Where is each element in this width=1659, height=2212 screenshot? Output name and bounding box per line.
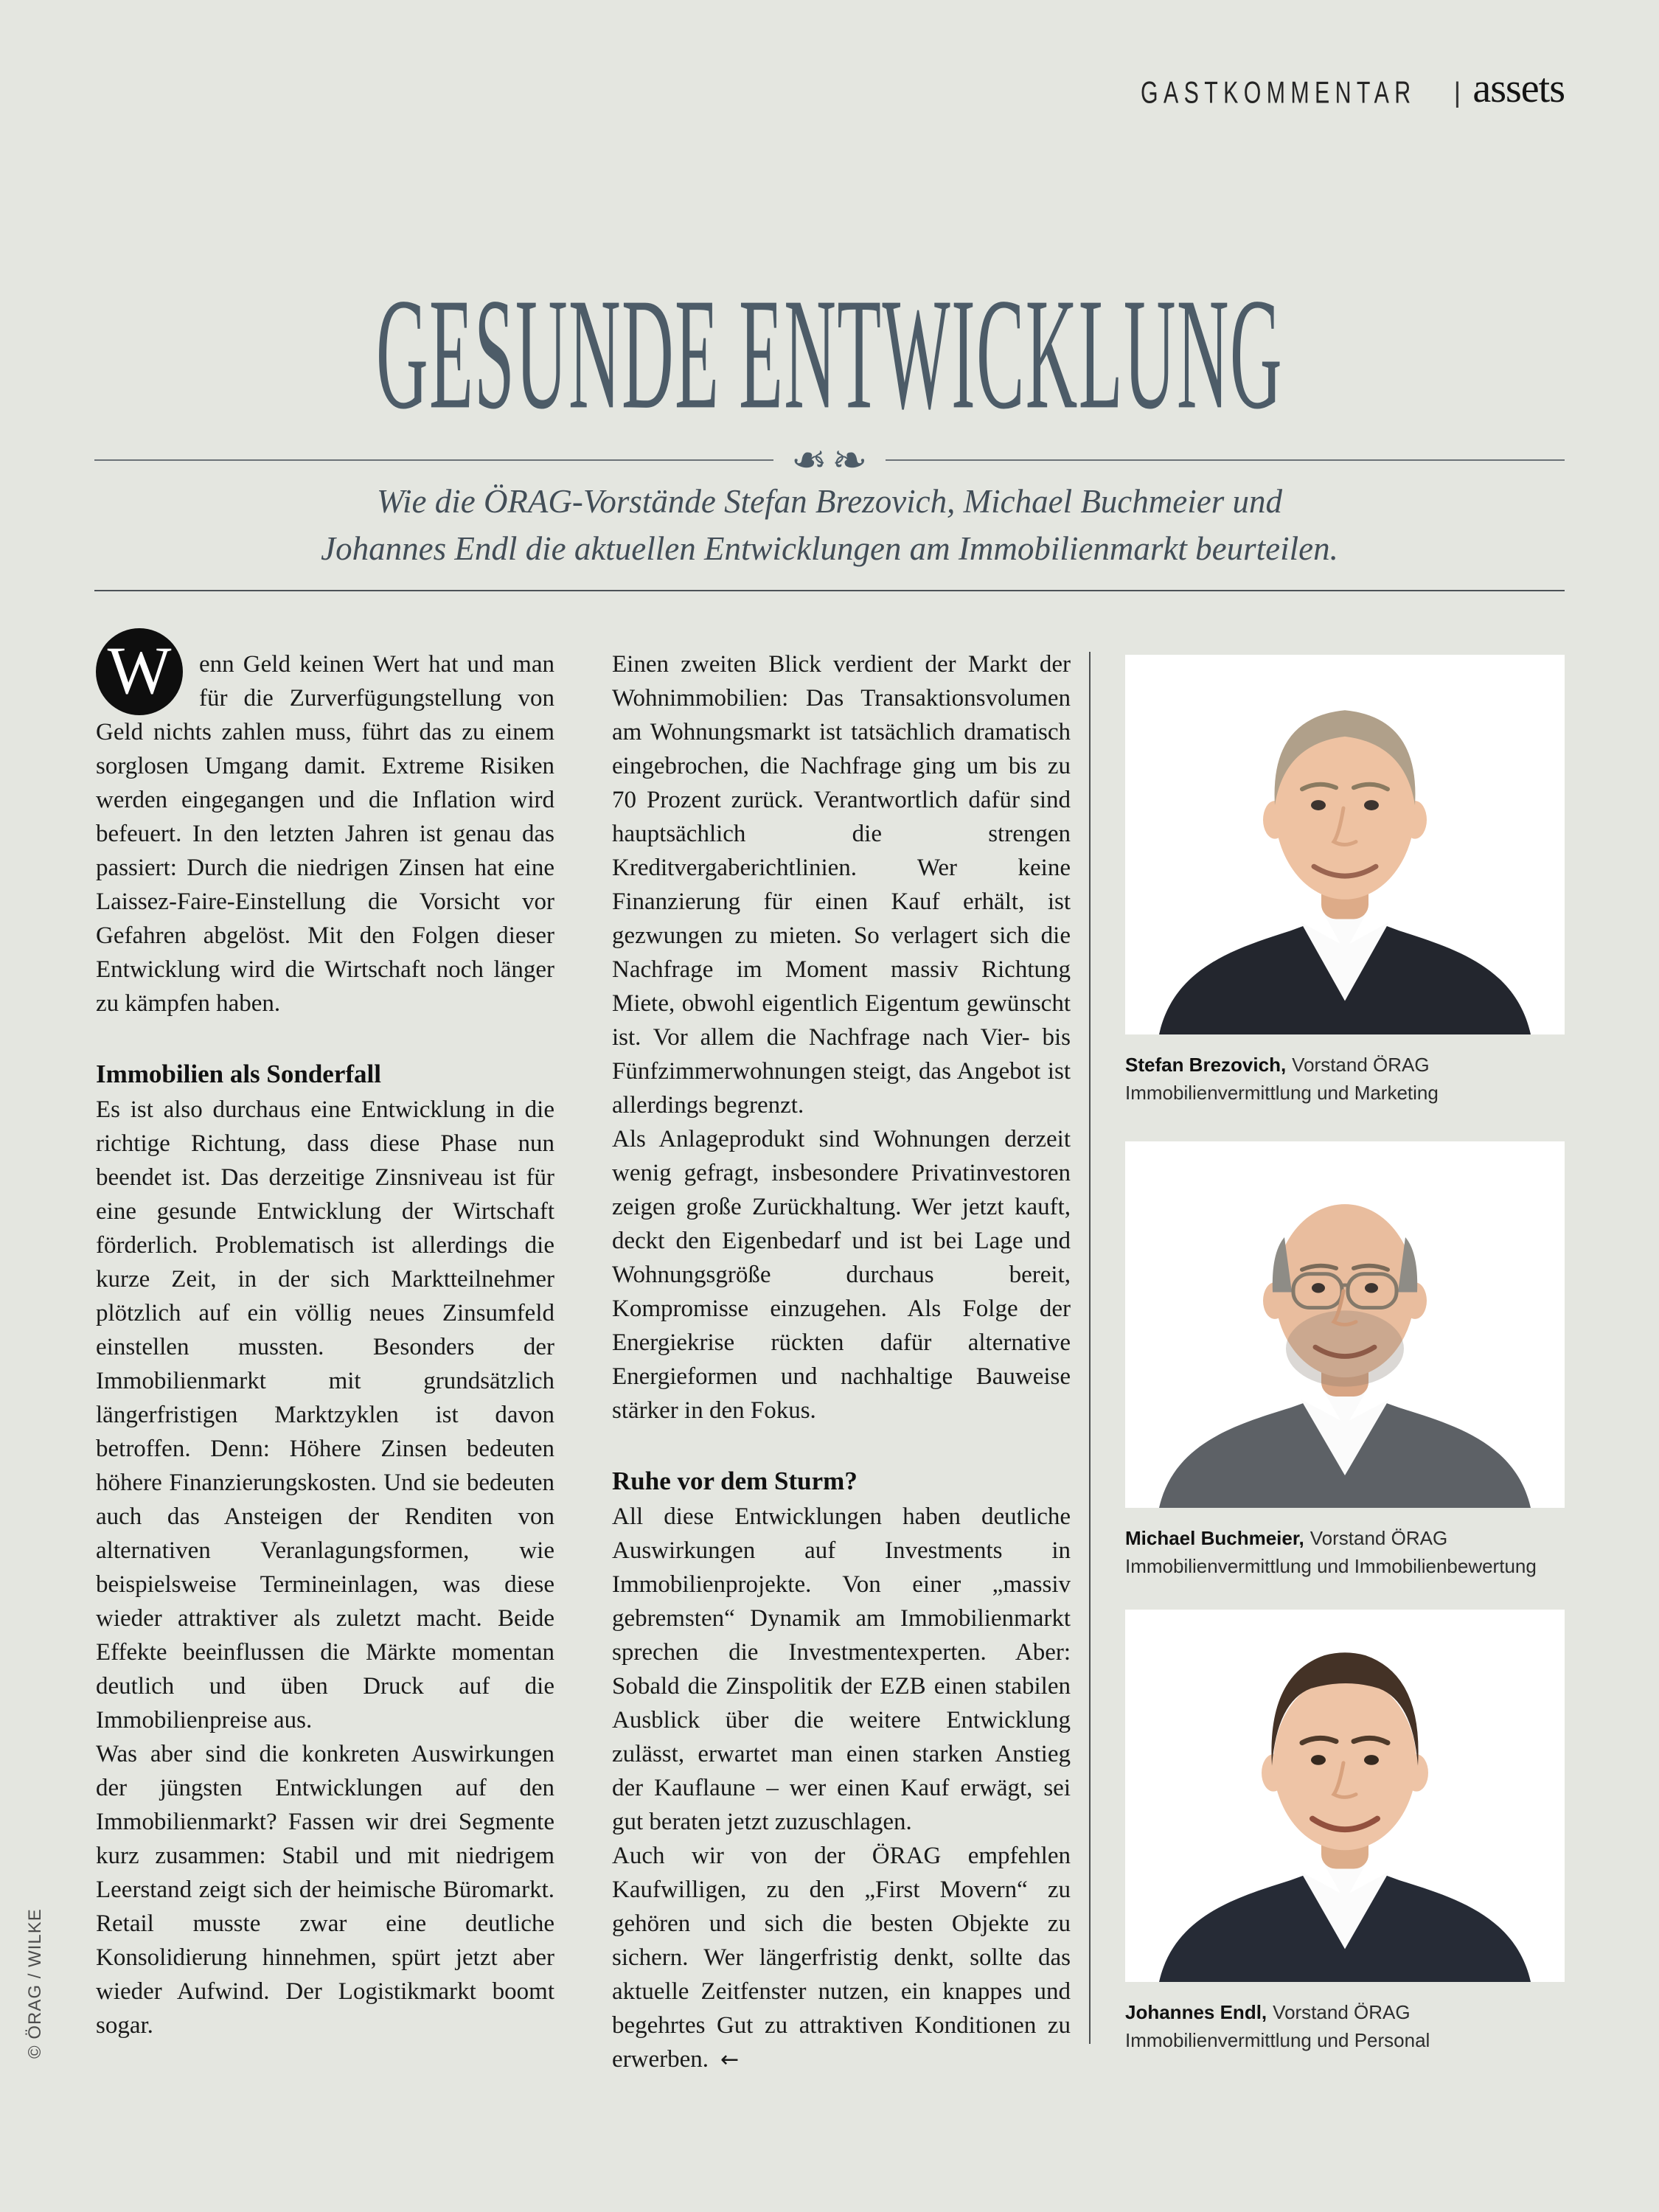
person-role: Vorstand ÖRAG (1292, 1054, 1430, 1076)
paragraph: Auch wir von der ÖRAG empfehlen Kaufwilligen, zu den „First Movern“ zu gehören und sich die besten Objekte zu sichern. Wer längerfristig denkt, sollte das aktuelle Zeitfenster nutzen, ein knappes und begehrtes Gut zu attraktiven Konditionen zu erwerben. ← (612, 1843, 1071, 2073)
caption (1125, 1998, 1565, 2054)
portrait-stefan-brezovich-photo (1125, 655, 1565, 1034)
profile-johannes-endl (1125, 1610, 1565, 2054)
standfirst-rule (94, 590, 1565, 591)
body-column-2 (612, 647, 1071, 2077)
ornament-line-left (94, 459, 773, 461)
body-column-1 (96, 633, 554, 2042)
page-header (1110, 65, 1565, 112)
section-kicker: GASTKOMMENTAR (1140, 75, 1416, 110)
title-ornament-row (94, 435, 1565, 485)
person-department: Immobilienvermittlung und Immobilienbewertung (1125, 1555, 1537, 1577)
portrait-johannes-endl-photo (1125, 1610, 1565, 1982)
paragraph: Es ist also durchaus eine Entwicklung in die richtige Richtung, dass diese Phase nun beendet ist. Das derzeitige Zinsniveau ist für eine gesunde Entwicklung der Wirtschaft förderlich. Problematisch ist allerdings die kurze Zeit, in der sich Marktteilnehmer plötzlich auf ein völlig neues Zinsumfeld einstellen mussten. Besonders der Immobilienmarkt mit grundsätzlich längerfristigen Marktzyklen ist davon betroffen. Denn: Höhere Zinsen bedeuten höhere Finanzierungskosten. Und sie bedeuten auch das Ansteigen der Renditen von alternativen Veranlagungsformen, wie beispielsweise Termineinlagen, was diese wieder attraktiver als zuletzt macht. Beide Effekte beeinflussen die Märkte momentan deutlich und üben Druck auf die Immobilienpreise aus. (96, 1096, 554, 1733)
column-divider-rule (1089, 652, 1091, 2044)
drop-cap: W (96, 628, 183, 715)
portrait-michael-buchmeier-photo (1125, 1141, 1565, 1508)
person-name: Stefan Brezovich, (1125, 1054, 1287, 1076)
profile-stefan-brezovich (1125, 655, 1565, 1107)
magazine-brand-logo: assets (1472, 66, 1565, 111)
standfirst-line-2: Johannes Endl die aktuellen Entwicklungen am Immobilienmarkt beurteilen. (321, 530, 1338, 567)
person-role: Vorstand ÖRAG (1310, 1527, 1448, 1549)
subheading-immobilien-als-sonderfall: Immobilien als Sonderfall (96, 1060, 381, 1088)
person-name: Michael Buchmeier, (1125, 1527, 1304, 1549)
person-department: Immobilienvermittlung und Personal (1125, 2029, 1430, 2051)
standfirst (0, 478, 1659, 572)
end-arrow-icon: ← (720, 2047, 740, 2073)
person-name: Johannes Endl, (1125, 2001, 1267, 2023)
caption-line-1 (1125, 1524, 1565, 1552)
caption (1125, 1051, 1565, 1107)
ornament-line-right (886, 459, 1565, 461)
paragraph: W enn Geld keinen Wert hat und man für die Zurverfügungstellung von Geld nichts zahlen muss, führt das zu einem sorglosen Umgang damit. Extreme Risiken werden eingegangen und die Inflation wird befeuert. In den letzten Jahren ist genau das passiert: Durch die niedrigen Zinsen hat eine Laissez-Faire-Einstellung die Vorsicht vor Gefahren abgelöst. Mit den Folgen dieser Entwicklung wird die Wirtschaft noch länger zu kämpfen haben. (96, 647, 554, 1020)
profile-michael-buchmeier (1125, 1141, 1565, 1580)
article-title: GESUNDE ENTWICKLUNG (376, 264, 1283, 442)
subheading-ruhe-vor-dem-sturm: Ruhe vor dem Sturm? (612, 1467, 858, 1495)
photo-credit: © ÖRAG / WILKE (25, 1908, 45, 2059)
paragraph: Was aber sind die konkreten Auswirkungen der jüngsten Entwicklungen auf den Immobilienmarkt? Fassen wir drei Segmente kurz zusammen: Stabil und mit niedrigem Leerstand zeigt sich der heimische Büromarkt. Retail musste zwar eine deutliche Konsolidierung hinnehmen, spürt jetzt aber wieder Aufwind. Der Logistikmarkt boomt sogar. (96, 1741, 554, 2039)
fleuron-ornament-icon: ❧ ❧ (791, 435, 868, 485)
paragraph: All diese Entwicklungen haben deutliche Auswirkungen auf Investments in Immobilienprojekte. Von einer „massiv gebremsten“ Dynamik am Immobilienmarkt sprechen die Investmentexperten. Aber: Sobald die Zinspolitik der EZB einen stabilen Ausblick über die weitere Entwicklung zulässt, erwartet man einen starken Anstieg der Kauflaune – wer einen Kauf erwägt, sei gut beraten jetzt zuzuschlagen. (612, 1503, 1071, 1835)
standfirst-line-1: Wie die ÖRAG-Vorstände Stefan Brezovich, Michael Buchmeier und (376, 483, 1282, 520)
person-department: Immobilienvermittlung und Marketing (1125, 1082, 1439, 1104)
paragraph: Als Anlageprodukt sind Wohnungen derzeit wenig gefragt, insbesondere Privatinvestoren zeigen große Zurückhaltung. Wer jetzt kauft, deckt den Eigenbedarf und ist bei Lage und Wohnungsgröße durchaus bereit, Kompromisse einzugehen. Als Folge der Energiekrise rückten dafür alternative Energieformen und nachhaltige Bauweise stärker in den Fokus. (612, 1126, 1071, 1424)
header-separator: | (1453, 77, 1461, 108)
paragraph: Einen zweiten Blick verdient der Markt der Wohnimmobilien: Das Transaktionsvolumen am Wohnungsmarkt ist tatsächlich dramatisch eingebrochen, die Nachfrage ging um bis zu 70 Prozent zurück. Verantwortlich dafür sind hauptsächlich die strengen Kreditvergaberichtlinien. Wer keine Finanzierung für einen Kauf erhält, ist gezwungen zu mieten. So verlagert sich die Nachfrage im Moment massiv Richtung Miete, obwohl eigentlich Eigentum gewünscht ist. Vor allem die Nachfrage nach Vier- bis Fünfzimmerwohnungen steigt, das Angebot ist allerdings begrenzt. (612, 651, 1071, 1119)
caption-line-1 (1125, 1051, 1565, 1079)
person-role: Vorstand ÖRAG (1273, 2001, 1411, 2023)
caption (1125, 1524, 1565, 1580)
caption-line-1 (1125, 1998, 1565, 2026)
